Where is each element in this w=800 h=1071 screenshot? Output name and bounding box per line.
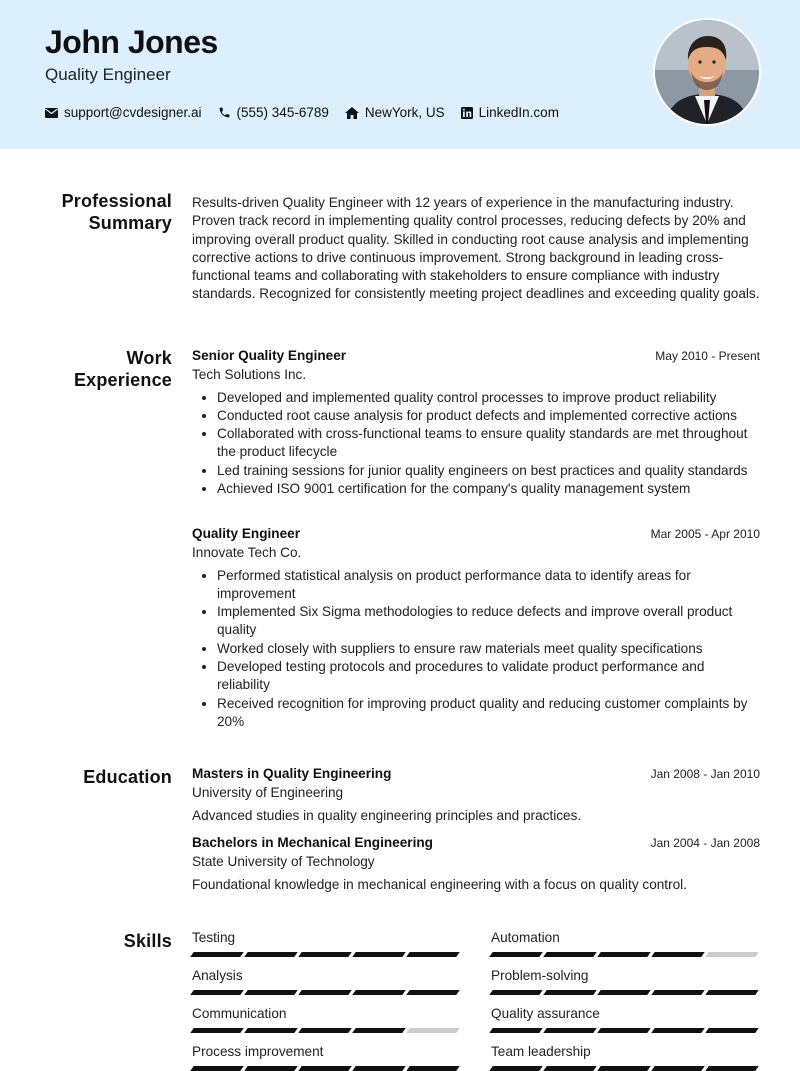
skill-segment-filled	[190, 1066, 244, 1071]
phone-icon	[218, 106, 231, 119]
skill-segment-empty	[406, 1028, 460, 1033]
skill-item	[192, 930, 460, 957]
summary-text: Results-driven Quality Engineer with 12 years of experience in the manufacturing industry. Proven track record in implementing quality control processes, reducing defects by 20% and improving overall product quality. Skilled in conducting root cause analysis and implementing corrective actions to drive continuous improvement. Strong background in leading cross-functional teams and collaborating with stakeholders to ensure compliance with industry standards. Recognized for consistently meeting project deadlines and exceeding quality goals.	[192, 195, 760, 302]
skill-segment-filled	[298, 1066, 352, 1071]
contact-linkedin[interactable]	[461, 105, 559, 120]
job-bullet: • Implemented Six Sigma methodologies to reduce defects and improve overall product quality	[217, 603, 760, 640]
work-entry	[192, 525, 760, 731]
skill-segment-filled	[597, 952, 651, 957]
job-company: Tech Solutions Inc.	[192, 367, 307, 383]
skill-segment-filled	[705, 1028, 759, 1033]
candidate-title: Quality Engineer	[45, 65, 171, 84]
job-bullet: • Led training sessions for junior quality engineers on best practices and quality standards	[217, 462, 760, 480]
skill-segment-filled	[352, 1066, 406, 1071]
edu-degree: Masters in Quality Engineering	[192, 766, 392, 781]
candidate-name: John Jones	[45, 24, 218, 60]
skill-item	[491, 930, 759, 957]
skill-level-bar	[192, 952, 460, 957]
job-role: Senior Quality Engineer	[192, 348, 347, 363]
contact-email-text: support@cvdesigner.ai	[64, 105, 202, 120]
contact-linkedin-text: LinkedIn.com	[478, 105, 559, 120]
job-bullet: • Conducted root cause analysis for product defects and implemented corrective actions	[217, 407, 760, 425]
skill-item	[491, 968, 759, 995]
edu-dates: Jan 2008 - Jan 2010	[650, 767, 760, 781]
skill-segment-filled	[352, 990, 406, 995]
skill-item	[192, 1044, 460, 1071]
skill-name: Problem-solving	[491, 968, 589, 983]
job-bullets	[192, 567, 760, 732]
job-bullet: • Performed statistical analysis on product performance data to identify areas for improvement	[217, 567, 760, 604]
job-bullet: • Received recognition for improving product quality and reducing customer complaints by 20%	[217, 695, 760, 732]
profile-photo	[655, 20, 759, 124]
skill-segment-filled	[190, 990, 244, 995]
work-section-title: Work Experience	[73, 348, 172, 390]
header-banner	[0, 0, 800, 149]
skill-segment-filled	[489, 1028, 543, 1033]
skill-segment-filled	[651, 990, 705, 995]
skill-segment-filled	[298, 952, 352, 957]
job-bullet: • Achieved ISO 9001 certification for the company's quality management system	[217, 480, 760, 498]
skill-level-bar	[491, 1066, 759, 1071]
skill-segment-filled	[406, 990, 460, 995]
job-bullet: • Collaborated with cross-functional teams to ensure quality standards are met throughout the product lifecycle	[217, 425, 760, 462]
education-entry	[192, 834, 760, 894]
skill-segment-filled	[190, 952, 244, 957]
contact-location-text: NewYork, US	[364, 105, 445, 120]
contact-phone-text: (555) 345-6789	[236, 105, 329, 120]
skill-segment-filled	[543, 1028, 597, 1033]
job-company: Innovate Tech Co.	[192, 545, 302, 561]
skill-level-bar	[192, 990, 460, 995]
skill-segment-filled	[352, 952, 406, 957]
edu-degree: Bachelors in Mechanical Engineering	[192, 835, 433, 850]
education-entry	[192, 765, 760, 825]
skill-segment-filled	[244, 952, 298, 957]
skill-name: Testing	[192, 930, 236, 945]
skill-item	[192, 968, 460, 995]
skill-segment-filled	[705, 990, 759, 995]
skill-segment-filled	[651, 952, 705, 957]
job-bullet: • Developed and implemented quality control processes to improve product reliability	[217, 389, 760, 407]
skill-segment-filled	[406, 1066, 460, 1071]
skill-name: Analysis	[192, 968, 243, 983]
skill-segment-filled	[705, 1066, 759, 1071]
linkedin-icon	[461, 107, 473, 119]
work-entry	[192, 347, 760, 498]
skill-segment-filled	[244, 1066, 298, 1071]
skill-name: Team leadership	[491, 1044, 591, 1059]
skill-segment-filled	[352, 1028, 406, 1033]
skill-segment-filled	[651, 1028, 705, 1033]
skill-segment-filled	[489, 1066, 543, 1071]
envelope-icon	[45, 108, 58, 118]
skill-segment-filled	[489, 952, 543, 957]
job-bullet: • Developed testing protocols and procedures to validate product performance and reliability	[217, 658, 760, 695]
skill-segment-filled	[543, 990, 597, 995]
skill-item	[491, 1006, 759, 1033]
skill-segment-filled	[543, 1066, 597, 1071]
skill-segment-filled	[190, 1028, 244, 1033]
skill-segment-filled	[244, 990, 298, 995]
contact-list	[45, 105, 559, 120]
skill-segment-filled	[298, 1028, 352, 1033]
edu-description: Advanced studies in quality engineering principles and practices.	[192, 807, 582, 823]
edu-school: University of Engineering	[192, 785, 344, 801]
skill-segment-empty	[705, 952, 759, 957]
skill-item	[491, 1044, 759, 1071]
contact-email[interactable]	[45, 105, 202, 120]
skill-level-bar	[491, 1028, 759, 1033]
skill-segment-filled	[244, 1028, 298, 1033]
skill-segment-filled	[597, 1028, 651, 1033]
job-bullets	[192, 389, 760, 499]
skill-level-bar	[491, 990, 759, 995]
home-icon	[345, 107, 359, 119]
skill-name: Automation	[491, 930, 560, 945]
skill-item	[192, 1006, 460, 1033]
skill-name: Process improvement	[192, 1044, 324, 1059]
skill-segment-filled	[543, 952, 597, 957]
skill-segment-filled	[651, 1066, 705, 1071]
contact-phone[interactable]	[218, 105, 329, 120]
skill-segment-filled	[597, 990, 651, 995]
summary-section-title: Professional Summary	[61, 191, 172, 233]
job-dates: May 2010 - Present	[655, 349, 760, 363]
job-role: Quality Engineer	[192, 526, 301, 541]
edu-description: Foundational knowledge in mechanical engineering with a focus on quality control.	[192, 876, 687, 892]
skill-name: Quality assurance	[491, 1006, 600, 1021]
skill-segment-filled	[597, 1066, 651, 1071]
skill-name: Communication	[192, 1006, 287, 1021]
job-dates: Mar 2005 - Apr 2010	[650, 527, 760, 541]
skill-level-bar	[192, 1066, 460, 1071]
skill-segment-filled	[489, 990, 543, 995]
skill-level-bar	[192, 1028, 460, 1033]
edu-school: State University of Technology	[192, 854, 375, 870]
education-section-title: Education	[83, 767, 172, 787]
skills-section-title: Skills	[123, 931, 172, 951]
skill-segment-filled	[298, 990, 352, 995]
skill-segment-filled	[406, 952, 460, 957]
edu-dates: Jan 2004 - Jan 2008	[650, 836, 760, 850]
skill-level-bar	[491, 952, 759, 957]
contact-location	[345, 105, 445, 120]
job-bullet: • Worked closely with suppliers to ensure raw materials meet quality specifications	[217, 640, 760, 658]
